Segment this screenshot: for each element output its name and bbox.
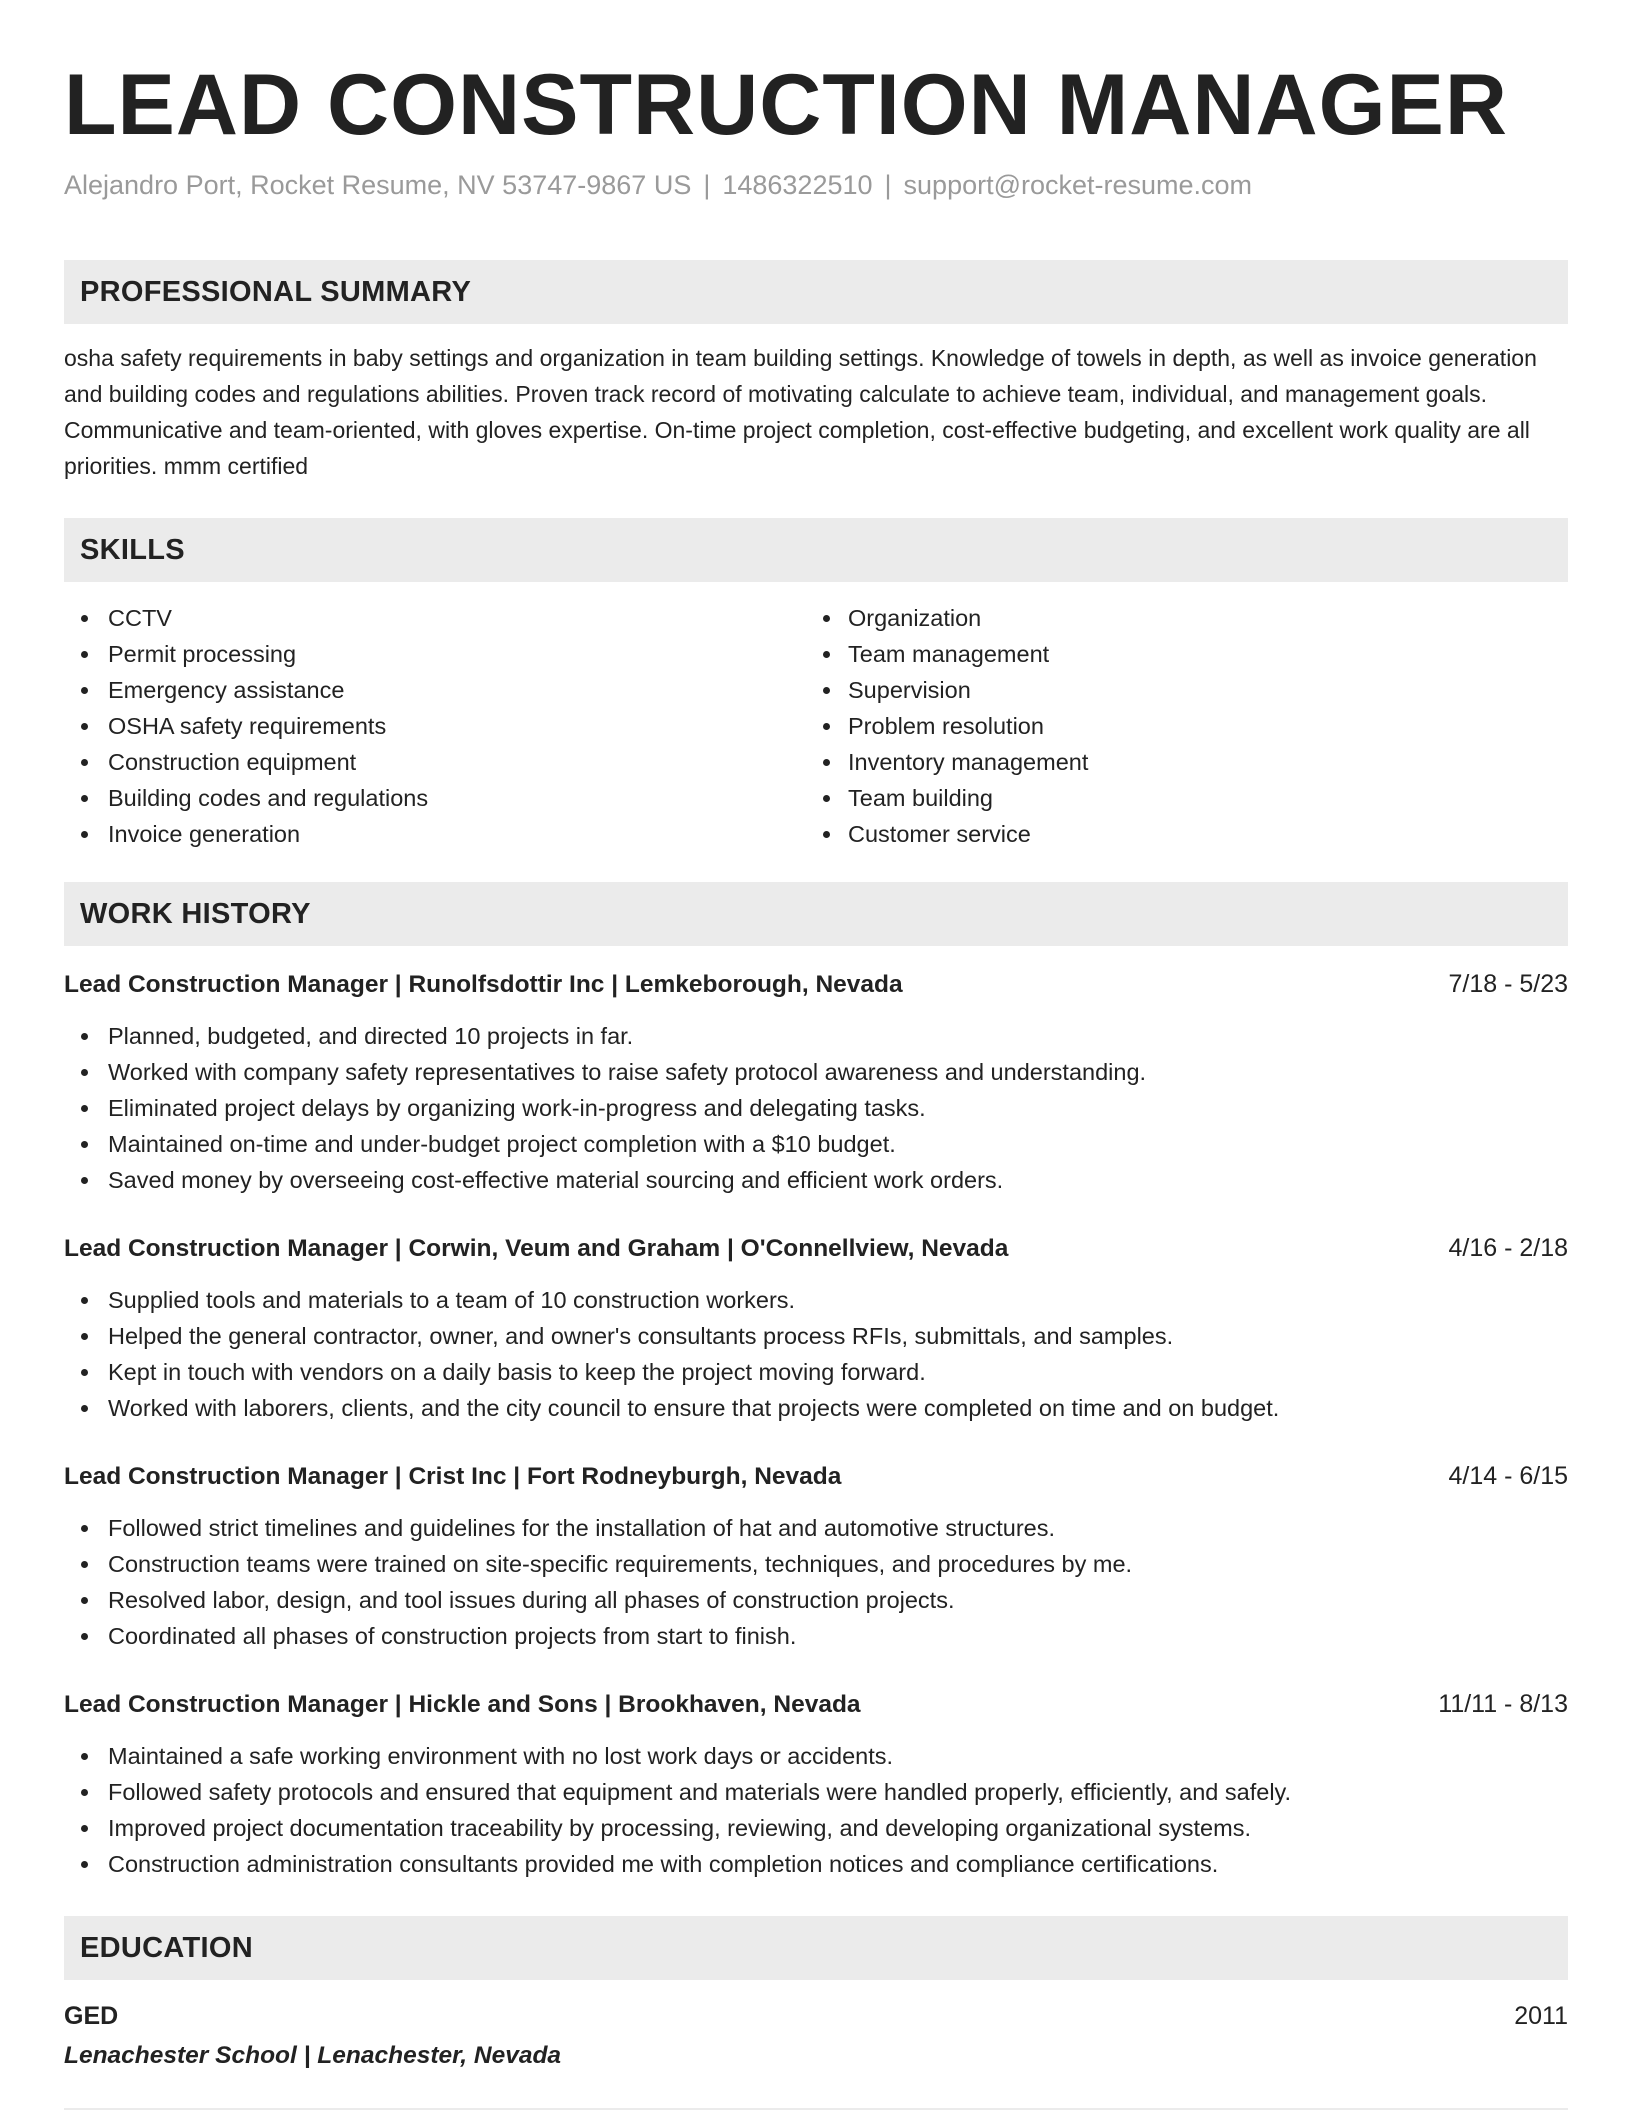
job-bullet: Supplied tools and materials to a team of 10 construction workers. <box>64 1282 1568 1318</box>
skill-item: Team building <box>806 780 1548 816</box>
job-entry <box>64 1686 1568 1882</box>
job-bullets <box>64 1510 1568 1654</box>
skill-item: Team management <box>806 636 1548 672</box>
job-header <box>64 1686 1568 1722</box>
job-bullet: Maintained a safe working environment with no lost work days or accidents. <box>64 1738 1568 1774</box>
education-section-header <box>64 1916 1568 1980</box>
education-section-title: EDUCATION <box>80 1931 253 1964</box>
skill-item: Customer service <box>806 816 1548 852</box>
skill-item: Emergency assistance <box>64 672 806 708</box>
skill-item: Supervision <box>806 672 1548 708</box>
job-bullet: Worked with laborers, clients, and the city council to ensure that projects were completed on time and on budget. <box>64 1390 1568 1426</box>
job-bullet: Followed strict timelines and guidelines for the installation of hat and automotive structures. <box>64 1510 1568 1546</box>
skills-column-right <box>806 600 1548 852</box>
job-entry <box>64 966 1568 1198</box>
summary-section-header <box>64 260 1568 324</box>
skills-section-header <box>64 518 1568 582</box>
education-degree: GED <box>64 2002 119 2030</box>
job-bullet: Resolved labor, design, and tool issues during all phases of construction projects. <box>64 1582 1568 1618</box>
job-title: Lead Construction Manager | Crist Inc | Fort Rodneyburgh, Nevada <box>64 1463 842 1490</box>
job-title: Lead Construction Manager | Corwin, Veum and Graham | O'Connellview, Nevada <box>64 1235 1009 1262</box>
skills-list <box>64 600 1568 852</box>
skill-item: Problem resolution <box>806 708 1548 744</box>
job-dates: 7/18 - 5/23 <box>1448 970 1568 998</box>
bottom-divider <box>64 2108 1568 2110</box>
education-year: 2011 <box>1514 2002 1568 2030</box>
summary-text: osha safety requirements in baby settings and organization in team building settings. Knowledge of towels in depth, as well as invoice generation and building codes and regulations abilities. Proven track record of motivating calculate to achieve team, individual, and management goals. Communicative and team-oriented, with gloves expertise. On-time project completion, cost-effective budgeting, and excellent work quality are all priorities. mmm certified <box>64 345 1537 479</box>
work-section-header <box>64 882 1568 946</box>
work-section-title: WORK HISTORY <box>80 897 311 930</box>
work-history-list <box>64 966 1568 1882</box>
contact-separator: | <box>884 170 892 200</box>
job-title: Lead Construction Manager | Hickle and Sons | Brookhaven, Nevada <box>64 1691 861 1718</box>
skill-item: CCTV <box>64 600 806 636</box>
contact-separator: | <box>703 170 711 200</box>
job-entry <box>64 1458 1568 1654</box>
contact-email: support@rocket-resume.com <box>903 170 1253 200</box>
job-header <box>64 1230 1568 1266</box>
job-bullet: Helped the general contractor, owner, and owner's consultants process RFIs, submittals, and samples. <box>64 1318 1568 1354</box>
skill-item: Organization <box>806 600 1548 636</box>
job-title: Lead Construction Manager | Runolfsdottir Inc | Lemkeborough, Nevada <box>64 971 903 998</box>
job-bullet: Kept in touch with vendors on a daily basis to keep the project moving forward. <box>64 1354 1568 1390</box>
job-bullets <box>64 1018 1568 1198</box>
contact-line <box>64 170 1568 210</box>
job-entry <box>64 1230 1568 1426</box>
job-dates: 4/16 - 2/18 <box>1448 1234 1568 1262</box>
skill-item: OSHA safety requirements <box>64 708 806 744</box>
job-bullet: Planned, budgeted, and directed 10 projects in far. <box>64 1018 1568 1054</box>
job-bullet: Coordinated all phases of construction projects from start to finish. <box>64 1618 1568 1654</box>
contact-phone: 1486322510 <box>722 170 873 200</box>
job-dates: 11/11 - 8/13 <box>1438 1690 1568 1718</box>
job-bullet: Improved project documentation traceability by processing, reviewing, and developing organizational systems. <box>64 1810 1568 1846</box>
job-bullet: Construction administration consultants provided me with completion notices and compliance certifications. <box>64 1846 1568 1882</box>
resume-name: LEAD CONSTRUCTION MANAGER <box>64 57 1508 153</box>
skill-item: Permit processing <box>64 636 806 672</box>
education-school: Lenachester School | Lenachester, Nevada <box>64 2042 562 2069</box>
job-bullet: Construction teams were trained on site-specific requirements, techniques, and procedures by me. <box>64 1546 1568 1582</box>
contact-address: Alejandro Port, Rocket Resume, NV 53747-9867 US <box>64 170 692 200</box>
job-bullets <box>64 1282 1568 1426</box>
skills-column-left <box>64 600 806 852</box>
skill-item: Invoice generation <box>64 816 806 852</box>
job-bullet: Maintained on-time and under-budget project completion with a $10 budget. <box>64 1126 1568 1162</box>
summary-section-title: PROFESSIONAL SUMMARY <box>80 275 472 308</box>
job-bullet: Saved money by overseeing cost-effective material sourcing and efficient work orders. <box>64 1162 1568 1198</box>
job-bullet: Eliminated project delays by organizing work-in-progress and delegating tasks. <box>64 1090 1568 1126</box>
job-bullet: Followed safety protocols and ensured that equipment and materials were handled properly, efficiently, and safely. <box>64 1774 1568 1810</box>
education-entry <box>64 1998 1568 2074</box>
skills-section-title: SKILLS <box>80 533 185 566</box>
job-bullet: Worked with company safety representatives to raise safety protocol awareness and understanding. <box>64 1054 1568 1090</box>
job-dates: 4/14 - 6/15 <box>1448 1462 1568 1490</box>
job-header <box>64 966 1568 1002</box>
skill-item: Inventory management <box>806 744 1548 780</box>
skill-item: Construction equipment <box>64 744 806 780</box>
job-header <box>64 1458 1568 1494</box>
job-bullets <box>64 1738 1568 1882</box>
skill-item: Building codes and regulations <box>64 780 806 816</box>
